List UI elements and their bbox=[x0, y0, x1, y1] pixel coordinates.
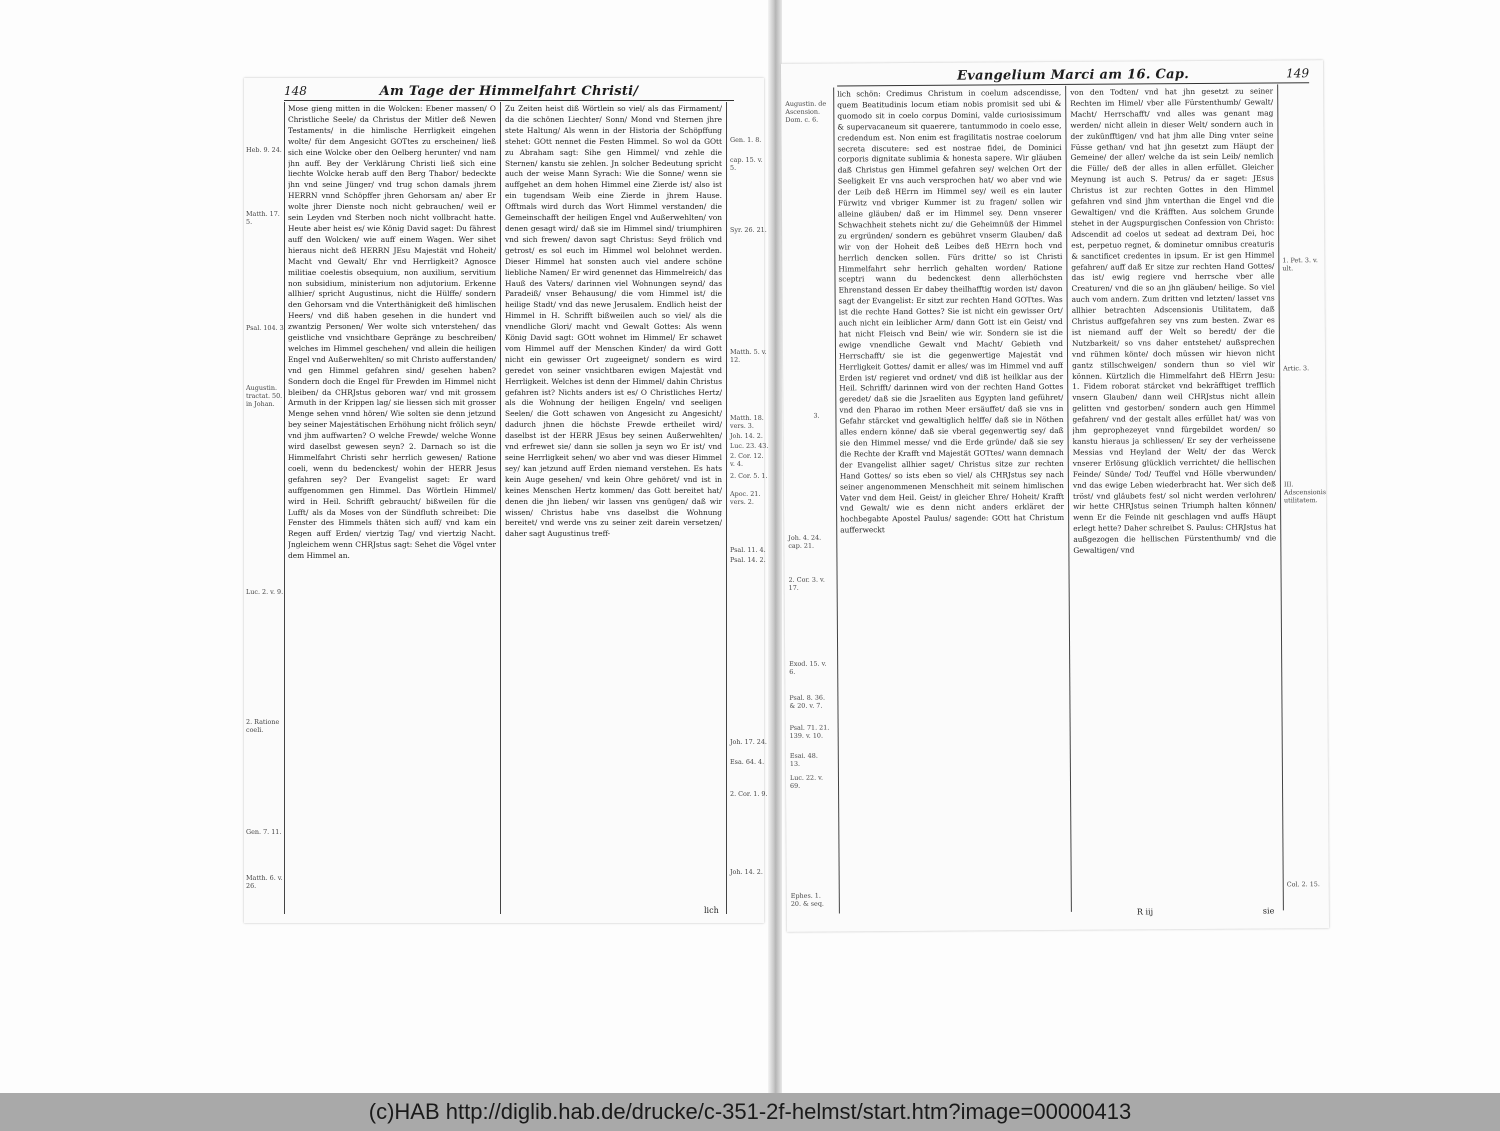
left-inner-note: Apoc. 21. vers. 2. bbox=[730, 490, 761, 506]
left-running-head bbox=[284, 84, 734, 101]
left-inner-note: Psal. 14. 2. bbox=[730, 556, 766, 564]
right-inner-note: III. Adscensionis utilitatem. bbox=[1283, 480, 1327, 505]
left-inner-note: 2. Cor. 12. v. 4. bbox=[730, 452, 764, 468]
right-inner-note: Artic. 3. bbox=[1283, 364, 1310, 373]
left-inner-note: Esa. 64. 4. bbox=[730, 758, 765, 766]
left-inner-note: 2. Cor. 1. 9. bbox=[730, 790, 768, 798]
right-running-title: Evangelium Marci am 16. Cap. bbox=[957, 67, 1190, 84]
left-inner-note: cap. 15. v. 5. bbox=[730, 156, 763, 172]
left-marginal-note: 2. Ratione coeli. bbox=[246, 718, 280, 734]
left-inner-note: Syr. 26. 21. bbox=[730, 226, 767, 234]
right-marginal-note: 3. bbox=[813, 411, 820, 420]
right-column-1-text: lich schön: Credimus Christum in coelum adscendisse, quem Beatitudinis locum etiam nobis promisit sed ubi & quomodo sit in coelo corpus Domini, valde curiosissimum & supervacaneum sit quaerere, tantummodo in coelo esse, credendum est. Non enim est fragilitatis nostrae coelorum secreta discutere: sed est nostrae fidei, de Dominici corporis dignitate sublimia & honesta sapere. Wir gläuben daß Christus gen Himmel gefahren sey/ welchen Ort der Seeligkeit Er vns auch versprochen hat/ wo aber vnd wie der Leib deß HErrn im Himmel sey/ weil es ein lauter Fürwitz vnd vbriger Kummer ist zu fragen/ sollen wir alleine gläuben/ daß er im Himmel sey. Denn vnserer Schwachheit stehets nicht zu/ die Geheimnüß der Himmel zu ergründen/ sondern es gebühret vnserm Glauben/ daß wir von der Hoheit deß Leibes deß HErrn hoch vnd herrlich dencken sollen. Fürs dritte/ so ist Christi Himmelfahrt sehr herrlich gehalten worden/ Ratione sceptri wann du bedenckest denn allerhöchsten Ehrenstand dessen Er dabey theilhafftig worden ist/ davon sagt der Evangelist: Er sitzt zur rechten Hand GOTtes. Was ist die rechte Hand Gottes? Sie ist nicht ein gewisser Ort/ auch nicht ein leiblicher Arm/ dann Gott ist ein Geist/ vnd hat nicht Fleisch vnd Bein/ wie wir. Sondern sie ist die ewige vnendliche Gewalt vnd Macht/ Gebieth vnd Herrschafft/ sie ist die gegenwertige Majestät vnd Herrligkeit Gottes/ damit er alles/ was im Himmel vnd auff Erden ist/ regieret vnd ordnet/ vnd diß ist heilklar aus der Heil. Schrifft/ darinnen wird von der rechten Hand Gottes geredet/ daß sie die Jsraeliten aus Egypten land geführet/ vnd den Pharao im rothen Meer ersäuffet/ daß sie vns in Gefahr stärcket vnd gewaltiglich helffe/ daß sie in Nöthen alles endern könne/ daß sie vberal gegenwertig sey/ daß sie den Himmel messe/ vnd die Erde gründe/ daß sie sey die Rechte der Krafft vnd Majestät GOTtes/ wann demnach der Evangelist allhier saget/ Christus sitze zur rechten Hand Gottes/ so ists eben so viel/ als CHRJstus sey nach seiner angenommenen Menschheit mit seinem himlischen Vater vnd dem Heil. Geist/ in gleicher Ehre/ Hoheit/ Krafft vnd Gewalt/ wie es denn nicht anders erkläret der hochbegabte Apostel Paulus/ sagende: GOtt hat Christum aufferweckt bbox=[837, 87, 1065, 535]
left-inner-note: Gen. 1. 8. bbox=[730, 136, 762, 144]
left-column-1-text: Mose gieng mitten in die Wolcken: Ebener massen/ O Christliche Seele/ da Christus der Mitler deß Newen Testaments/ in die himlische Herrligkeit eingehen wolte/ für dem Angesicht GOTtes zu erscheinen/ ließ sich eine Wolcke ober den Oelberg herunter/ vnd nam jhn auff. Bey der Verklärung Christi ließ sich eine liechte Wolcke herab auff den Berg Thabor/ bedeckte jhn vnd seine Jünger/ vnd trug schon damals jhrem HERRN vnnd Schöpffer jhren Gehorsam an/ aber Er wolte jhrer Dienste noch nicht gebrauchen/ weil er sein Leyden vnd Sterben noch nicht vollbracht hatte. Heute aber heist es/ wie König David saget: Du fährest auff den Wolcken/ wie auff einem Wagen. Wer sihet hieraus nicht deß HERRN JEsu Majestät vnd Hoheit/ Macht vnd Gewalt/ Ehr vnd Herrligkeit? Agnosce militiae coelestis obsequium, non auxilium, servitium non subsidium, ministerium non adjutorium. Erkenne allhier/ spricht Augustinus, nicht die Hülffe/ sondern den Gehorsam vnd die Vnterthänigkeit deß himlischen Heers/ vnd diß haben gesehen in die hundert vnd zwantzig Personen/ Wer wolte sich vnterstehen/ das geistliche vnd vnsichtbare Gepränge zu beschreiben/ welches im Himmel geschehen/ vnd allein die heiligen Engel vnd Außerwehlten/ so mit Christo aufferstanden/ vnd gen Himmel gefahren sind/ gesehen haben? Sondern doch die Engel für Frewden im Himmel nicht bleiben/ da CHRJstus geboren war/ vnd mit grossem Armuth in der Krippen lag/ sie liessen sich mit grosser Menge sehen vnnd hören/ Wie solten sie denn jetzund bey seiner Majestätischen Erhöhung nicht frölich seyn/ vnd jhm auffwarten? O welche Frewde/ welche Wonne wird daselbst gewesen seyn? 2. Darnach so ist die Himmelfahrt Christi sehr herrlich gewesen/ Ratione coeli, wenn du bedenckest/ wohin der HERR Jesus gefahren sey? Der Evangelist saget: Er ward auffgenommen gen Himmel. Das Wörtlein Himmel/ wird in Heil. Schrifft gebraucht/ bißweilen für die Lufft/ als da Moses von der Sündfluth schreibet: Die Fenster des Himmels thäten sich auff/ vnd kam ein Regen auff Erden/ viertzig Tag/ vnd viertzig Nacht. Jngleichem wenn CHRJstus sagt: Sehet die Vögel vnter dem Himmel an. bbox=[288, 104, 496, 561]
right-inner-rule bbox=[1277, 84, 1284, 910]
left-column-2-text: Zu Zeiten heist diß Wörtlein so viel/ als das Firmament/ da die schönen Liechter/ Sonn/ Mond vnd Sternen jhre stete Haltung/ Als wenn in der Historia der Schöpffung stehet: GOtt nennet die Festen Himmel. So wol da GOtt zu Abraham sagt: Sihe gen Himmel/ vnd zehle die Sternen/ kanstu sie zehlen. Jn solcher Bedeutung spricht auch der weise Mann Syrach: Wie die Sonne/ wenn sie auffgehet an dem hohen Himmel eine Zierde ist/ also ist ein tugendsam Weib eine Zierde in jhrem Hause. Offtmals wird durch das Wort Himmel verstanden/ die Gemeinschafft der heiligen Engel vnd Außerwehlten/ von denen gesagt wird/ daß sie im Himmel sind/ triumphiren vnd sich frewen/ davon sagt Christus: Seyd frölich vnd getrost/ es sol euch im Himmel wol belohnet werden. Dieser Himmel hat sonsten auch viel andere schöne liebliche Namen/ Er wird genennet das Himmelreich/ das Hauß des Vaters/ darinnen viel Wohnungen seynd/ das Paradeiß/ vnser Behausung/ die vom Himmel ist/ die heilige Stadt/ vnd das newe Jerusalem. Endlich heist der Himmel in H. Schrifft bißweilen auch so viel/ als die vnendliche Glori/ macht vnd Gewalt Gottes: Als wenn König David sagt: GOtt wohnet im Himmel/ Er schawet vom Himmel auff der Menschen Kinder/ da wird Gott nicht ein gewisser Ort zugeeignet/ sondern es wird geredet von seiner vnsichtbaren ewigen Majestät vnd Herrligkeit. Welches ist denn der Himmel/ dahin Christus gefahren ist? Nichts anders ist es/ O Christliches Hertz/ als die Wohnung der heiligen Engeln/ vnd seeligen Seelen/ die Gott schawen von Angesicht zu Angesicht/ dadurch jhnen die höchste Frewde ertheilet wird/ daselbst ist der HERR JEsus bey seinen Außerwehlten/ vnd erfrewet sie/ dann sie sollen ja seyn wo Er ist/ vnd seine Herrligkeit sehen/ wo aber vnd was dieser Himmel sey/ kan jetzund auff Erden niemand verstehen. Es hats kein Auge gesehen/ vnd kein Ohre gehöret/ vnd ist in keines Menschen Hertz kommen/ das Gott bereitet hat/ denen die jhn lieben/ wir lassen vns genügen/ daß wir wissen/ Christus habe vns daselbst die Wohnung bereitet/ vnd werde vns zu seiner zeit darein versetzen/ daher sagt Augustinus treff- bbox=[505, 104, 722, 539]
left-page-number: 148 bbox=[284, 84, 307, 98]
left-catchword: lich bbox=[704, 906, 719, 915]
right-marginal-note: Esai. 48. 13. bbox=[789, 751, 818, 768]
right-marginal-note: Joh. 4. 24. cap. 21. bbox=[788, 533, 822, 550]
right-running-head bbox=[837, 66, 1309, 86]
left-inner-note: 2. Cor. 5. 1. bbox=[730, 472, 768, 480]
right-inner-note: Col. 2. 15. bbox=[1286, 880, 1320, 889]
right-inner-note: 1. Pet. 3. v. ult. bbox=[1282, 256, 1318, 273]
left-inner-note: Luc. 23. 43. bbox=[730, 442, 769, 450]
left-marginal-note: Psal. 104. 3. bbox=[246, 324, 286, 332]
left-marginal-note: Luc. 2. v. 9. bbox=[246, 588, 284, 596]
right-marginal-note: 2. Cor. 3. v. 17. bbox=[788, 575, 825, 592]
left-marginal-note: Matth. 6. v. 26. bbox=[246, 874, 283, 890]
right-page-number: 149 bbox=[1286, 66, 1310, 81]
library-credit-text: (c)HAB http://diglib.hab.de/drucke/c-351-2f-helmst/start.htm?image=00000413 bbox=[368, 1099, 1132, 1124]
right-signature-mark: R iij bbox=[1136, 907, 1154, 917]
right-catchword: sie bbox=[1262, 906, 1275, 916]
right-marginal-note: Ephes. 1. 20. & seq. bbox=[790, 891, 824, 908]
right-column-2-text: von den Todten/ vnd hat jhn gesetzt zu seiner Rechten im Himel/ vber alle Fürstenthumb/ Gewalt/ Macht/ Herrschafft/ vnd alles was genant mag werden/ nicht allein in dieser Welt/ sondern auch in der zukünfftigen/ vnd hat jhm alle Ding vnter seine Füsse gethan/ vnd hat jhn gesetzt zum Häupt der Gemeine/ der aller/ welche da ist sein Leib/ nemlich die Fülle/ deß der alles in allen erfüllet. Gleicher Meynung ist auch S. Petrus/ da er saget: JEsus Christus ist zur rechten Gottes in den Himmel gefahren vnd sind jhm vnterthan die Engel vnd die Gewaltigen/ vnd die Kräfften. Aus solchem Grunde stehet in der Augspurgischen Confession von Christo: Adscendit ad coelos ut sedeat ad dextram Dei, hoc est, perpetuo regnet, & dominetur omnibus creaturis & sanctificet credentes in ipsum. Er ist gen Himmel gefahren/ auff daß Er sitze zur rechten Hand Gottes/ das ist/ ewig regiere vnd herrsche vber alle Creaturen/ vnd die so an jhn gläuben/ heilige. So viel auch vom andern. Zum dritten vnd letzten/ lasset vns allhier betrachten Adscensionis Utilitatem, daß Christus auffgefahren sey vns zum besten. Zwar es ist niemand auff der Welt so beredt/ der die Nutzbarkeit/ so vns daher entstehet/ außsprechen vnd rühmen könte/ doch müssen wir hievon nicht gantz stillschweigen/ sondern thun so viel wir können. Kürtzlich die Himmelfahrt deß HErrn Jesu: 1. Fidem roborat stärcket vnd bekräfftiget trefflich vnsern Glauben/ dann weil CHRJstus nicht allein gelitten vnd gestorben/ sondern auch gen Himmel gefahren/ vnd der gestalt alles erfüllet hat/ was von jhm geprophezeyet vnnd fürgebildet worden/ so kanstu hieraus ja schliessen/ Er sey der verheissene Messias vnd Heyland der Welt/ der das Werck vnserer Erlösung glücklich verrichtet/ die hellischen Feinde/ Sünde/ Tod/ Teuffel vnd Hölle vberwunden/ vnd das ewige Leben wiederbracht hat. Wer sich deß tröst/ vnd gläubets fest/ sol nicht werden verlohren/ wir hette CHRJstus seinen Triumph halten können/ wenn Er die Feinde nit geschlagen vnd auffs Häupt erlegt hette? Daher schreibet S. Paulus: CHRJstus hat außgezogen die hellischen Fürstenthumb/ vnd die Gewaltigen/ vnd bbox=[1070, 86, 1277, 555]
left-marginal-note: Gen. 7. 11. bbox=[246, 828, 282, 836]
left-inner-rule bbox=[726, 102, 727, 914]
right-marginal-note: Psal. 71. 21. 139. v. 10. bbox=[789, 723, 830, 740]
right-marginal-note: Psal. 8. 36. & 20. v. 7. bbox=[789, 693, 826, 710]
library-credit-bar bbox=[0, 1093, 1500, 1131]
right-page bbox=[781, 60, 1329, 932]
left-inner-note: Matth. 18. vers. 3. bbox=[730, 414, 764, 430]
book-gutter bbox=[768, 0, 782, 1093]
left-marginal-note: Heb. 9. 24. bbox=[246, 146, 282, 154]
left-marginal-note: Matth. 17. 5. bbox=[246, 210, 280, 226]
right-marginal-note: Luc. 22. v. 69. bbox=[789, 773, 824, 790]
left-marginal-note: Augustin. tractat. 50. in Johan. bbox=[246, 384, 283, 408]
left-inner-note: Joh. 14. 2. bbox=[730, 432, 763, 440]
right-marginal-note: Augustin. de Ascension. Dom. c. 6. bbox=[785, 99, 827, 124]
right-marginal-note: Exod. 15. v. 6. bbox=[789, 659, 827, 676]
left-inner-note: Psal. 11. 4. bbox=[730, 546, 766, 554]
left-column-rule bbox=[500, 102, 501, 914]
left-inner-note: Matth. 5. v. 12. bbox=[730, 348, 767, 364]
left-inner-note: Joh. 14. 2. bbox=[730, 868, 763, 876]
left-page bbox=[244, 78, 769, 923]
left-running-title: Am Tage der Himmelfahrt Christi/ bbox=[379, 84, 639, 99]
left-inner-note: Joh. 17. 24. bbox=[730, 738, 767, 746]
